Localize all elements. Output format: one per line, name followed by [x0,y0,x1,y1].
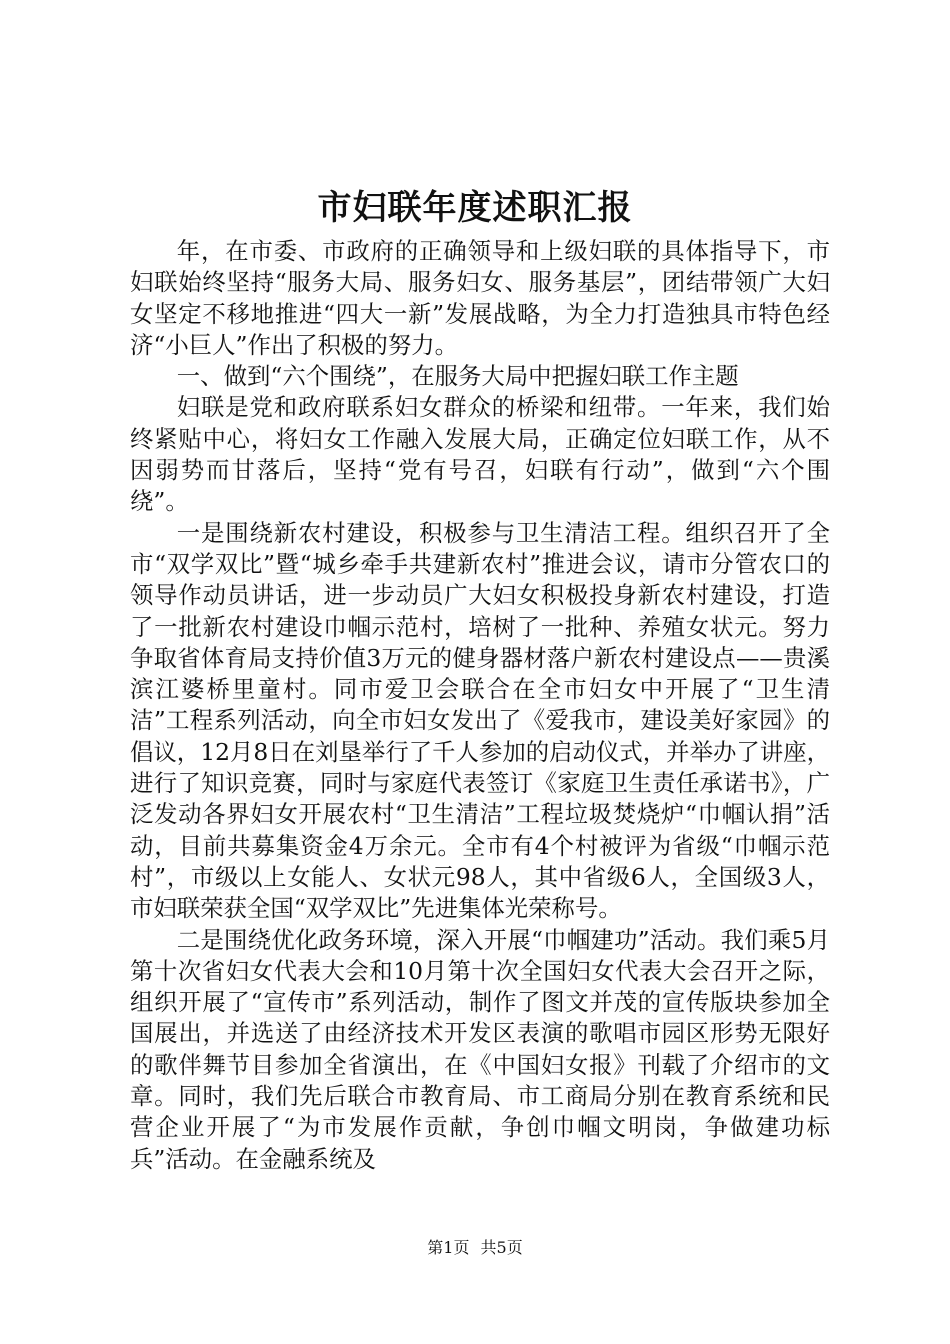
document-body [130,236,830,1175]
page-footer [0,1236,950,1260]
page-number: 第1页 [427,1238,470,1257]
body-paragraph: 一是围绕新农村建设，积极参与卫生清洁工程。组织召开了全市“双学双比”暨“城乡牵手共建新农村”推进会议，请市分管农口的领导作动员讲话，进一步动员广大妇女积极投身新农村建设，打造了一批新农村建设巾帼示范村，培树了一批种、养殖女状元。努力争取省体育局支持价值3万元的健身器材落户新农村建设点——贵溪滨江婆桥里童村。同市爱卫会联合在全市妇女中开展了“卫生清洁”工程系列活动，向全市妇女发出了《爱我市，建设美好家园》的倡议，12月8日在刘垦举行了千人参加的启动仪式，并举办了讲座，进行了知识竞赛，同时与家庭代表签订《家庭卫生责任承诺书》，广泛发动各界妇女开展农村“卫生清洁”工程垃圾焚烧炉“巾帼认捐”活动，目前共募集资金4万余元。全市有4个村被评为省级“巾帼示范村”，市级以上女能人、女状元98人，其中省级6人，全国级3人，市妇联荣获全国“双学双比”先进集体光荣称号。 [130,518,830,923]
body-paragraph: 妇联是党和政府联系妇女群众的桥梁和纽带。一年来，我们始终紧贴中心，将妇女工作融入发展大局，正确定位妇联工作，从不因弱势而甘落后，坚持“党有号召，妇联有行动”，做到“六个围绕”。 [130,393,830,516]
body-paragraph: 二是围绕优化政务环境，深入开展“巾帼建功”活动。我们乘5月第十次省妇女代表大会和10月第十次全国妇女代表大会召开之际，组织开展了“宣传市”系列活动，制作了图文并茂的宣传版块参加全国展出，并选送了由经济技术开发区表演的歌唱市园区形势无限好的歌伴舞节目参加全省演出，在《中国妇女报》刊载了介绍市的文章。同时，我们先后联合市教育局、市工商局分别在教育系统和民营企业开展了“为市发展作贡献，争创巾帼文明岗，争做建功标兵”活动。在金融系统及 [130,925,830,1173]
section-heading: 一、做到“六个围绕”，在服务大局中把握妇联工作主题 [176,362,739,391]
document-title: 市妇联年度述职汇报 [317,188,633,228]
page-total: 共5页 [480,1238,523,1257]
body-paragraph: 年，在市委、市政府的正确领导和上级妇联的具体指导下，市妇联始终坚持“服务大局、服务妇女、服务基层”，团结带领广大妇女坚定不移地推进“四大一新”发展战略，为全力打造独具市特色经济“小巨人”作出了积极的努力。 [130,237,830,359]
